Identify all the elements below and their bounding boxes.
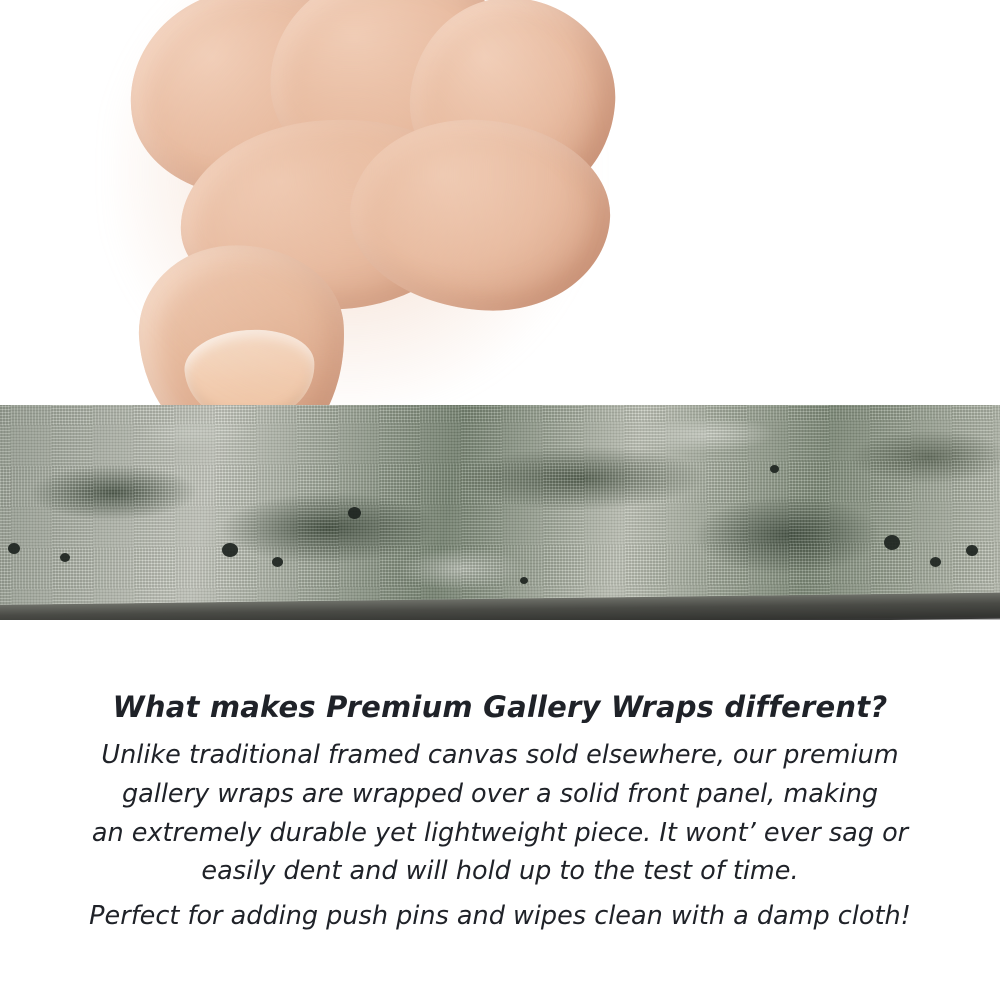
paint-speck [884,535,900,550]
caption-closing-line: Perfect for adding push pins and wipes clean with a damp cloth! [89,901,911,931]
paint-speck [272,557,283,567]
paint-speck [966,545,978,556]
paint-speck [222,543,238,557]
paint-speck [8,543,20,554]
caption-line-2: gallery wraps are wrapped over a solid front panel, making [121,778,879,809]
paint-speck [770,465,779,473]
paint-speck [520,577,528,584]
caption-line-4: easily dent and will hold up to the test of time. [201,856,799,887]
paint-speck [348,507,361,519]
caption-heading: What makes Premium Gallery Wraps different? [112,690,888,724]
paint-speck [930,557,941,567]
paint-speck [60,553,70,562]
caption-line-3: an extremely durable yet lightweight piece. It wont’ ever sag or [91,817,909,848]
canvas-wrap-strip [0,405,1000,620]
canvas-printed-face [0,405,1000,617]
caption-block [0,690,1000,936]
caption-line-1: Unlike traditional framed canvas sold elsewhere, our premium [101,740,899,770]
